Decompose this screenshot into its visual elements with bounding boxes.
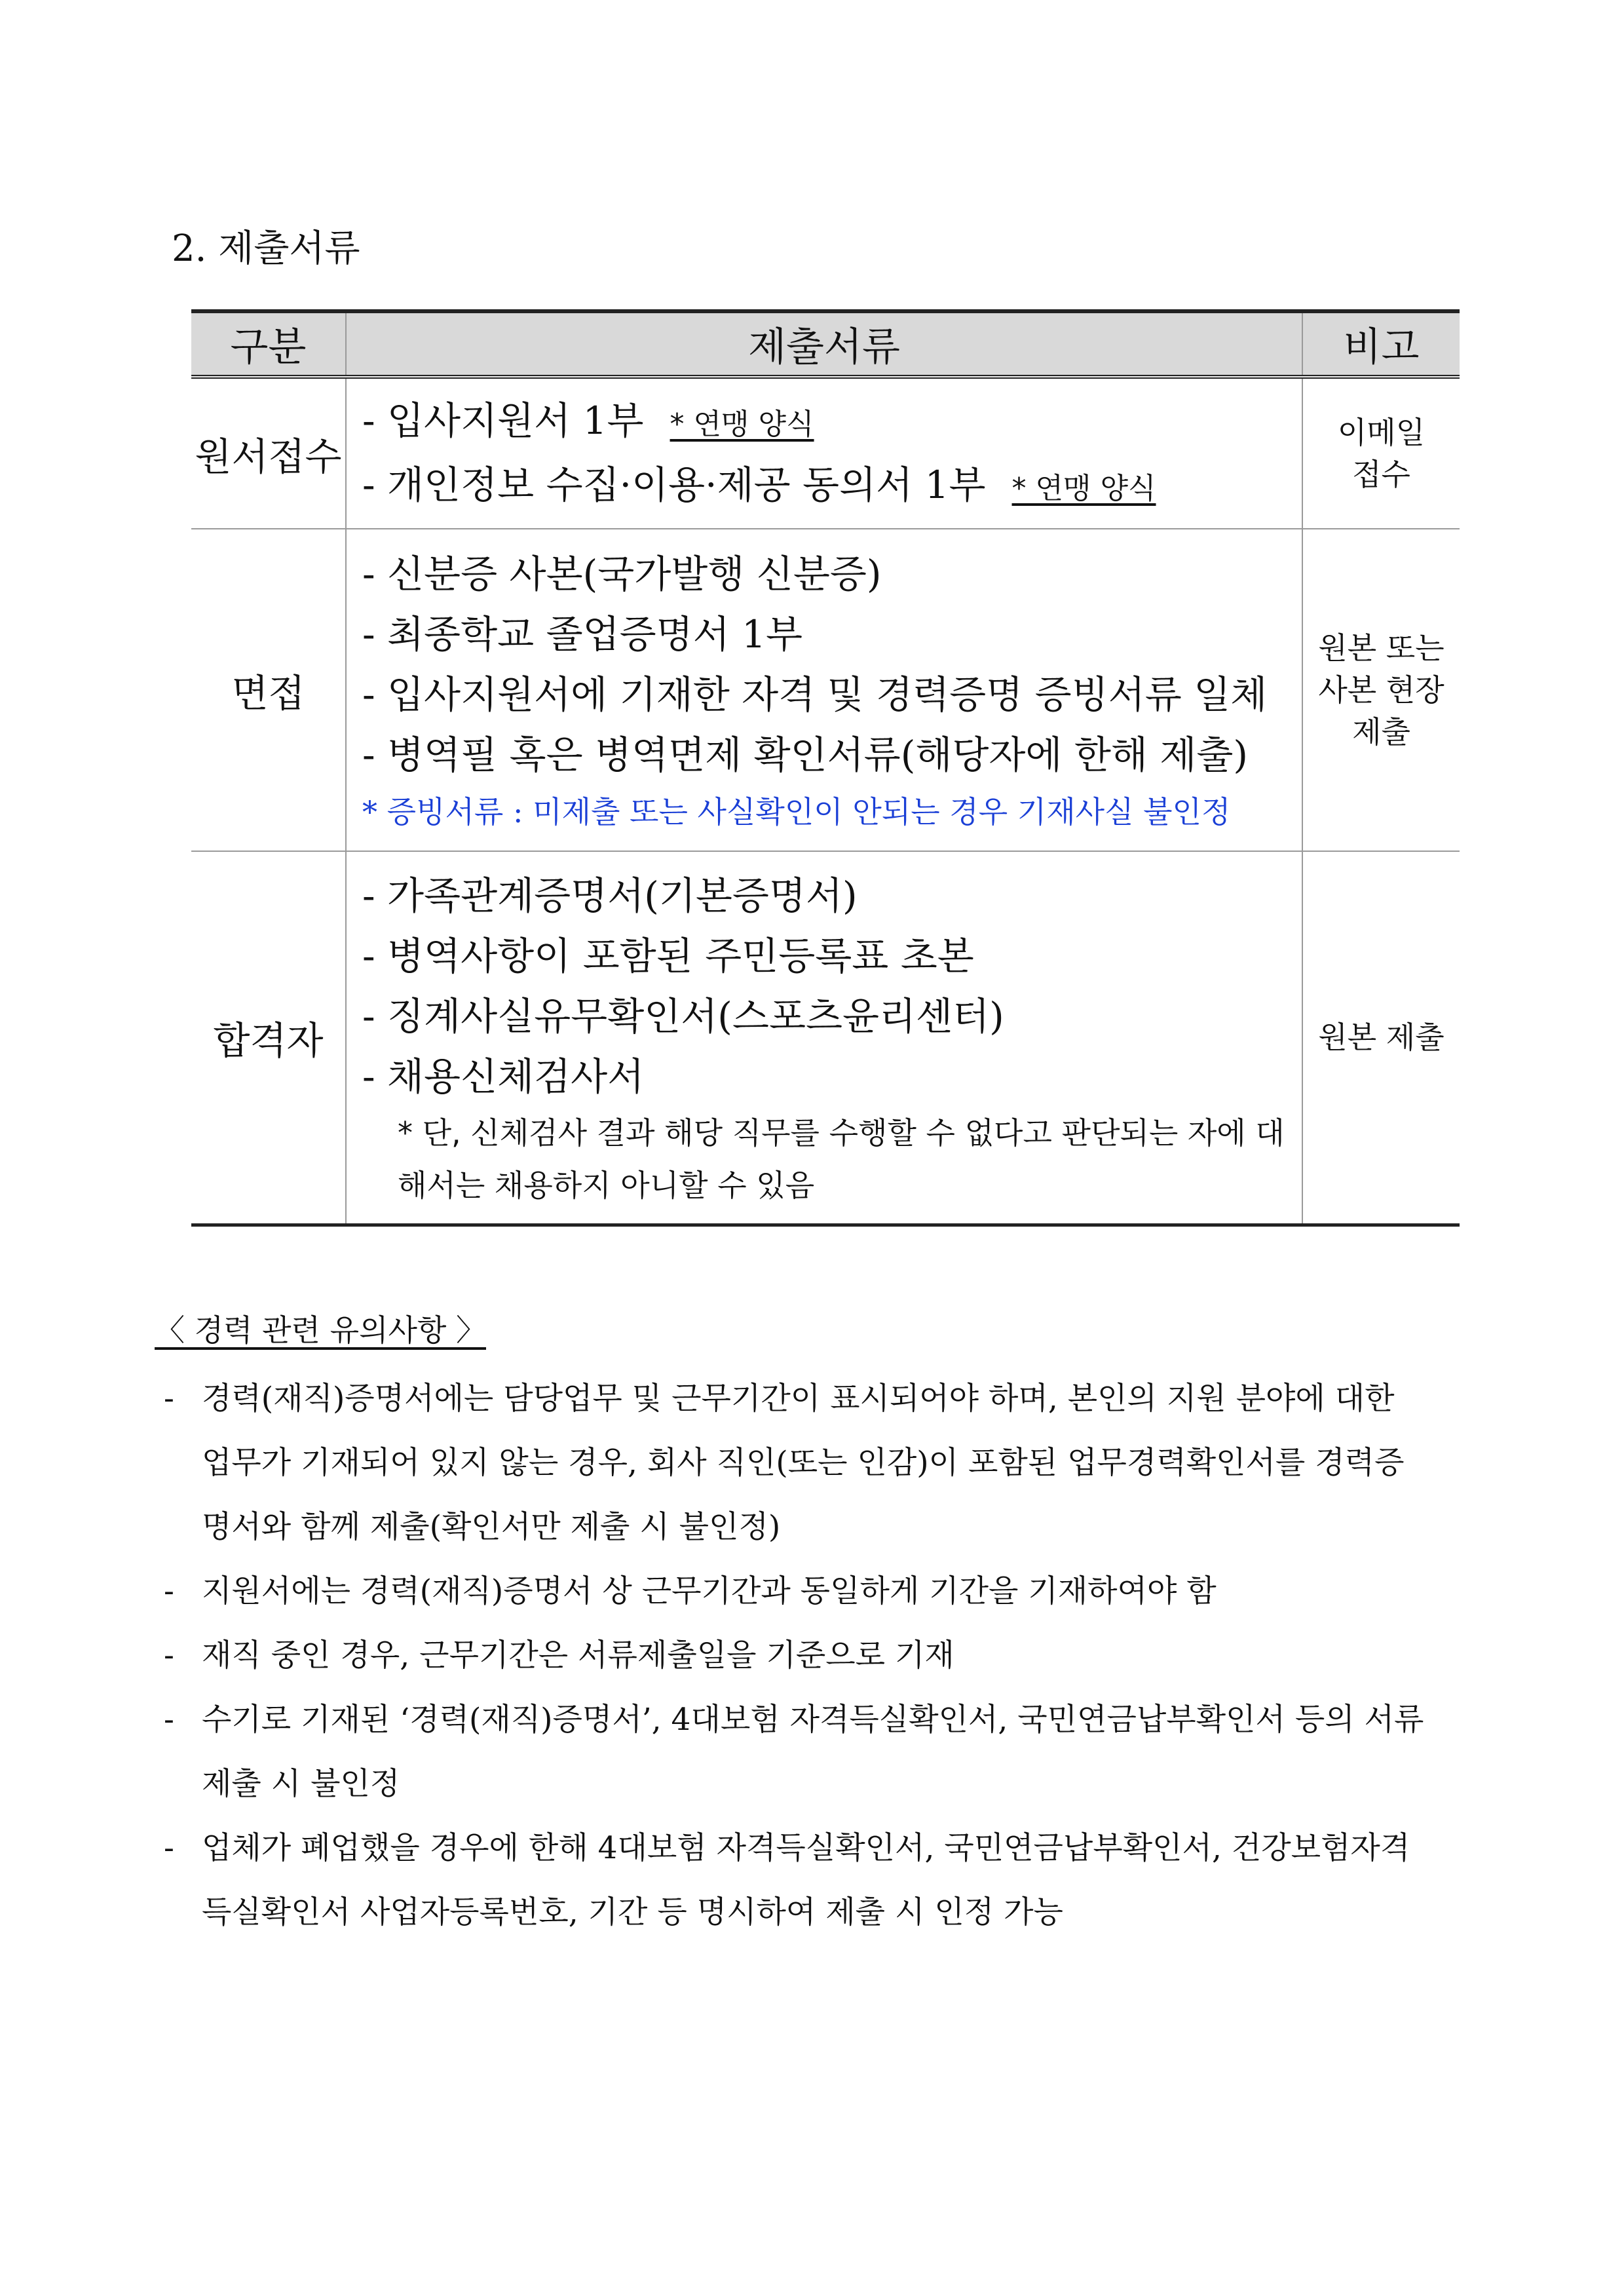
form-note: * 연맹 양식	[1011, 472, 1156, 505]
dash-marker: -	[164, 1637, 174, 1674]
list-item: - 병역사항이 포함된 주민등록표 초본	[362, 934, 974, 979]
note-line: 지원서에는 경력(재직)증명서 상 근무기간과 동일하게 기간을 기재하여야 함	[202, 1573, 1217, 1609]
row-remark	[1302, 529, 1460, 851]
row-items	[346, 851, 1302, 1225]
row-items	[346, 377, 1302, 529]
header-remark: 비고	[1302, 311, 1460, 377]
header-category: 구분	[191, 311, 346, 377]
list-item	[164, 1688, 1467, 1816]
note-line: 명서와 함께 제출(확인서만 제출 시 불인정)	[202, 1509, 781, 1545]
note-line: 업체가 폐업했을 경우에 한해 4대보험 자격득실확인서, 국민연금납부확인서, 건강보험자격	[202, 1830, 1410, 1866]
form-note: * 연맹 양식	[670, 408, 814, 441]
remark-line: 사본 현장	[1318, 672, 1445, 708]
dash-marker: -	[164, 1702, 174, 1738]
list-item: - 입사지원서에 기재한 자격 및 경력증명 증빙서류 일체	[362, 672, 1268, 717]
table-row	[191, 529, 1460, 851]
list-item: - 채용신체검사서	[362, 1054, 645, 1100]
row-remark	[1302, 851, 1460, 1225]
section-title: 2. 제출서류	[172, 227, 360, 270]
dash-marker: -	[164, 1573, 174, 1609]
note-line: 업무가 기재되어 있지 않는 경우, 회사 직인(또는 인감)이 포함된 업무경력확인서를 경력증	[202, 1445, 1405, 1481]
list-item	[164, 1367, 1467, 1559]
note-line: 득실확인서 사업자등록번호, 기간 등 명시하여 제출 시 인정 가능	[202, 1894, 1063, 1930]
note-line: 제출 시 불인정	[202, 1766, 400, 1802]
dash-marker: -	[164, 1830, 174, 1866]
row-category: 면접	[191, 529, 346, 851]
evidence-note: * 증빙서류 : 미제출 또는 사실확인이 안되는 경우 기재사실 불인정	[362, 794, 1231, 830]
list-item: - 신분증 사본(국가발행 신분증)	[362, 552, 882, 596]
notes-title: 〈 경력 관련 유의사항 〉	[155, 1312, 486, 1348]
row-category: 원서접수	[191, 377, 346, 529]
row-items	[346, 529, 1302, 851]
list-item: - 징계사실유무확인서(스포츠윤리센터)	[362, 994, 1004, 1039]
list-item: - 가족관계증명서(기본증명서)	[362, 873, 858, 919]
remark-line: 원본 제출	[1318, 1020, 1445, 1056]
remark-line: 원본 또는	[1318, 630, 1445, 666]
health-note-line: * 단, 신체검사 결과 해당 직무를 수행할 수 없다고 판단되는 자에 대	[398, 1115, 1285, 1151]
item-text: - 입사지원서 1부	[362, 398, 644, 443]
list-item	[164, 1816, 1467, 1945]
career-notes	[164, 1367, 1467, 1945]
table-row	[191, 851, 1460, 1225]
note-line: 수기로 기재된 ‘경력(재직)증명서’, 4대보험 자격득실확인서, 국민연금납부확인서 등의 서류	[202, 1702, 1424, 1738]
dash-marker: -	[164, 1381, 174, 1417]
list-item	[362, 455, 1295, 519]
list-item	[362, 391, 1295, 455]
item-text: - 개인정보 수집·이용·제공 동의서 1부	[362, 463, 986, 507]
list-item: - 병역필 혹은 병역면제 확인서류(해당자에 한해 제출)	[362, 733, 1249, 777]
documents-table	[191, 309, 1460, 1227]
list-item: - 최종학교 졸업증명서 1부	[362, 612, 803, 657]
row-remark	[1302, 377, 1460, 529]
list-item	[164, 1559, 1467, 1624]
table-header-row	[191, 311, 1460, 377]
header-documents: 제출서류	[346, 311, 1302, 377]
remark-line: 이메일	[1337, 415, 1426, 450]
row-category: 합격자	[191, 851, 346, 1225]
health-note-line: 해서는 채용하지 아니할 수 있음	[398, 1168, 815, 1204]
note-line: 재직 중인 경우, 근무기간은 서류제출일을 기준으로 기재	[202, 1637, 954, 1674]
note-line: 경력(재직)증명서에는 담당업무 및 근무기간이 표시되어야 하며, 본인의 지원 분야에 대한	[202, 1381, 1395, 1417]
remark-line: 제출	[1352, 714, 1410, 750]
remark-line: 접수	[1352, 457, 1410, 492]
table-row	[191, 377, 1460, 529]
list-item	[164, 1624, 1467, 1688]
